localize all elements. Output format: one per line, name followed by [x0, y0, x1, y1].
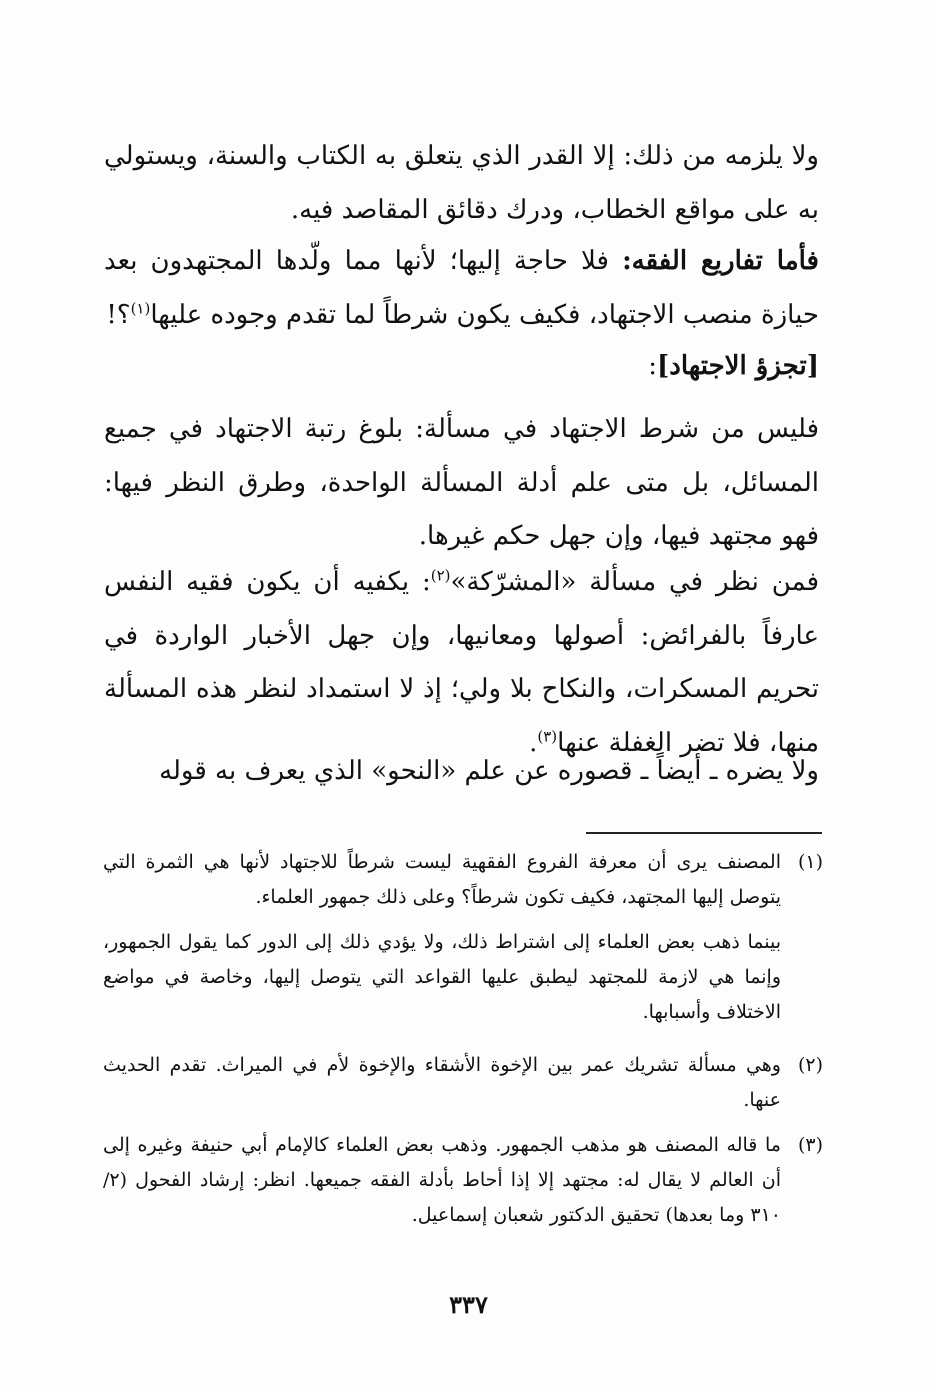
paragraph-5 — [104, 556, 819, 770]
paragraph-2-lead: فأما تفاريع الفقه: — [622, 246, 819, 276]
paragraph-4-text: فليس من شرط الاجتهاد في مسألة: بلوغ رتبة الاجتهاد في جميع المسائل، بل متى علم أدلة المسألة الواحدة، وطرق النظر فيها: فهو مجتهد فيها، وإن جهل حكم غيرها. — [104, 414, 819, 551]
footnote-2-number: (٢) — [797, 1054, 823, 1076]
footnote-3-text: ما قاله المصنف هو مذهب الجمهور. وذهب بعض العلماء كالإمام أبي حنيفة وغيره إلى أن العالم لا يقال له: مجتهد إلا إذا أحاط بأدلة الفقه جميعها. انظر: إرشاد الفحول (٢/ ٣١٠ وما بعدها) تحقيق الدكتور شعبان إسماعيل. — [103, 1134, 781, 1226]
paragraph-6 — [104, 745, 819, 799]
footnote-1-text: المصنف يرى أن معرفة الفروع الفقهية ليست شرطاً للاجتهاد لأنها هي الثمرة التي يتوصل إليها المجتهد، فكيف تكون شرطاً؟ وعلى ذلك جمهور العلماء. — [103, 851, 781, 908]
paragraph-2-text: فلا حاجة إليها؛ لأنها مما ولّدها المجتهدون بعد حيازة منصب الاجتهاد، فكيف يكون شرطاً لما تقدم وجوده عليها — [104, 246, 819, 330]
footnote-ref-3: (٣) — [537, 726, 558, 745]
section-heading-text: [تجزؤ الاجتهاد] — [656, 351, 819, 381]
paragraph-4 — [104, 403, 819, 564]
paragraph-5-end: . — [529, 727, 538, 758]
paragraph-2 — [104, 235, 819, 342]
section-heading-colon: : — [648, 351, 657, 381]
paragraph-1 — [104, 130, 819, 237]
paragraph-6-text: ولا يضره ـ أيضاً ـ قصوره عن علم «النحو» الذي يعرف به قوله — [159, 756, 819, 786]
page-number: ٣٣٧ — [449, 1290, 488, 1319]
paragraph-5-mid: : يكفيه أن يكون فقيه النفس عارفاً بالفرائض: أصولها ومعانيها، وإن جهل الأخبار الواردة في تحريم المسكرات، والنكاح بلا ولي؛ إذ لا استمداد لنظر هذه المسألة منها، فلا تضر الغفلة عنها — [104, 567, 819, 758]
footnote-ref-2: (٢) — [430, 566, 451, 585]
footnote-1-continued-text: بينما ذهب بعض العلماء إلى اشتراط ذلك، ولا يؤدي ذلك إلى الدور كما يقول الجمهور، وإنما هي لازمة للمجتهد ليطبق عليها القواعد التي يتوصل إليها، وخاصة في مواضع الاختلاف وأسبابها. — [103, 931, 781, 1023]
paragraph-1-text: ولا يلزمه من ذلك: إلا القدر الذي يتعلق به الكتاب والسنة، ويستولي به على مواقع الخطاب، ودرك دقائق المقاصد فيه. — [104, 141, 819, 225]
footnote-2-text: وهي مسألة تشريك عمر بين الإخوة الأشقاء والإخوة لأم في الميراث. تقدم الحديث عنها. — [103, 1054, 781, 1111]
footnote-1-indent — [781, 925, 823, 1030]
footnote-1-continued — [103, 925, 823, 1030]
footnote-separator — [586, 832, 822, 834]
footnote-3-number: (٣) — [797, 1134, 823, 1156]
footnote-3 — [103, 1128, 823, 1233]
footnote-1 — [103, 845, 823, 915]
footnote-1-number: (١) — [797, 851, 823, 873]
paragraph-5-start: فمن نظر في مسألة «المشرّكة» — [450, 567, 819, 597]
footnote-ref-1: (١) — [130, 298, 151, 317]
footnote-2 — [103, 1048, 823, 1118]
paragraph-2-end: ؟! — [106, 299, 131, 330]
section-heading — [104, 340, 819, 394]
